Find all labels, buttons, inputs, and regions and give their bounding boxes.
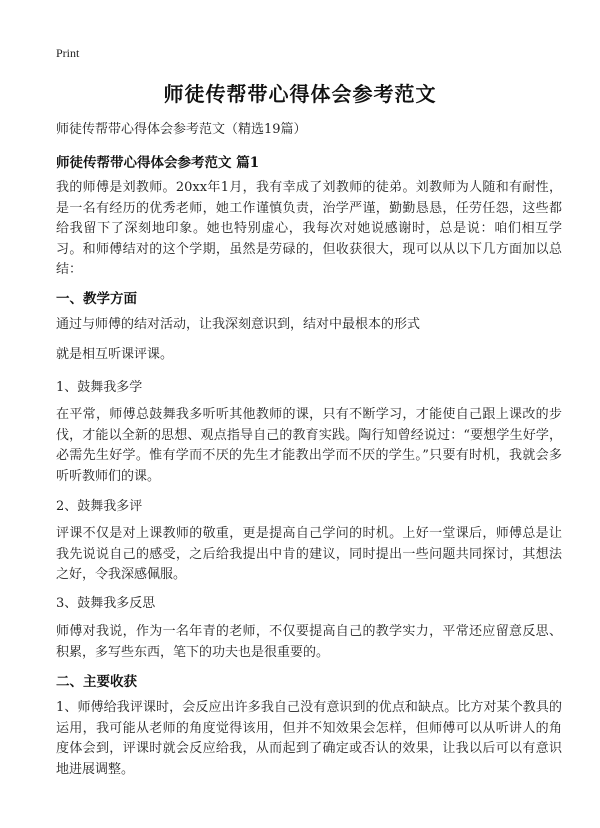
item-text-reflect: 师傅对我说，作为一名年青的老师，不仅要提高自己的教学实力，平常还应留意反思、积累，多写些东西，笔下的功夫也是很重要的。 [56, 624, 562, 660]
teaching-paragraph-1: 通过与师傅的结对活动，让我深刻意识到，结对中最根本的形式 [56, 317, 421, 332]
item-heading-evaluate: 2、鼓舞我多评 [56, 499, 143, 514]
article-heading: 师徒传帮带心得体会参考范文 篇1 [56, 155, 260, 171]
document-subtitle: 师徒传帮带心得体会参考范文（精选19篇） [56, 122, 307, 137]
item-heading-learn: 1、鼓舞我多学 [56, 380, 143, 395]
item-text-learn: 在平常，师傅总鼓舞我多听听其他教师的课，只有不断学习，才能使自己跟上课改的步伐，才能以全新的思想、观点指导自己的教育实践。陶行知曾经说过：“要想学生好学，必需先生好学。惟有学而不厌的先生才能教出学而不厌的学生。”只要有时机，我就会多听听教师们的课。 [56, 407, 562, 484]
gains-item-1-text: 1、师傅给我评课时，会反应出许多我自己没有意识到的优点和缺点。比方对某个教具的运用，我可能从老师的角度觉得该用，但并不知效果会怎样，但师傅可以从听讲人的角度体会到，评课时就会反应给我，从而起到了确定或否认的效果，让我以后可以有意识地进展调整。 [56, 700, 562, 777]
print-label: Print [56, 46, 80, 60]
item-text-evaluate: 评课不仅是对上课教师的敬重，更是提高自己学问的时机。上好一堂课后，师傅总是让我先说说自己的感受，之后给我提出中肯的建议，同时提出一些问题共同探讨，其想法之好，令我深感佩服。 [56, 526, 562, 582]
item-heading-reflect: 3、鼓舞我多反思 [56, 596, 156, 611]
teaching-paragraph-2: 就是相互听课评课。 [56, 347, 174, 362]
section-heading-teaching: 一、教学方面 [56, 291, 137, 307]
section-heading-gains: 二、主要收获 [56, 674, 137, 690]
intro-paragraph: 我的师傅是刘教师。20xx年1月，我有幸成了刘教师的徒弟。刘教师为人随和有耐性，是一名有经历的优秀老师，她工作谨慎负责，治学严谨，勤勤恳恳，任劳任怨，这些都给我留下了深刻地印象。她也特别虚心，我每次对她说感谢时，总是说：咱们相互学习。和师傅结对的这个学期，虽然是劳碌的，但收获很大，现可以从以下几方面加以总结： [56, 180, 562, 277]
document-title: 师徒传帮带心得体会参考范文 [163, 82, 437, 106]
